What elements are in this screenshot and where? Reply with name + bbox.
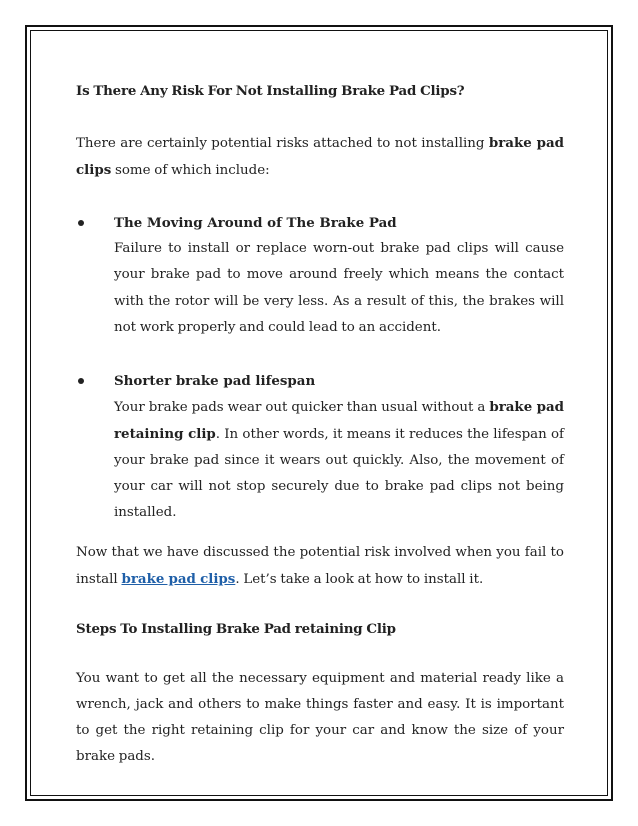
- intro-paragraph: [76, 130, 564, 184]
- list-item: [76, 210, 564, 340]
- intro-text-end: some of which include:: [111, 163, 270, 179]
- summary-text-end: . Let’s take a look at how to install it.: [235, 572, 484, 588]
- section-heading-steps: Steps To Installing Brake Pad retaining Clip: [76, 620, 396, 637]
- steps-paragraph: You want to get all the necessary equipment and material ready like a wrench, jack and others to make things faster and easy. It is important to get the right retaining clip for your car and know the size of your brake pads.: [76, 670, 564, 764]
- list-item-bold-term: brake pad retaining clip: [114, 398, 564, 442]
- list-item-body-end: . In other words, it means it reduces the lifespan of your brake pad since it wears out quickly. Also, the movement of your car will not stop securely due to brake pad clips not being installed.: [114, 426, 564, 521]
- bullet-icon: [78, 378, 84, 384]
- intro-bold-term: brake pad clips: [76, 135, 564, 179]
- list-item-title: Shorter brake pad lifespan: [114, 372, 316, 389]
- risk-list: [76, 210, 564, 526]
- list-item-body-start: Your brake pads wear out quicker than usual without a: [114, 399, 490, 415]
- list-item-title: The Moving Around of The Brake Pad: [114, 215, 397, 232]
- list-item-body: Failure to install or replace worn-out brake pad clips will cause your brake pad to move around freely which means the contact with the rotor will be very less. As a result of this, the brakes will not work properly and could lead to an accident.: [114, 241, 564, 335]
- summary-paragraph: [76, 540, 564, 593]
- summary-text-start: Now that we have discussed the potential risk involved when you fail to install: [76, 545, 564, 588]
- list-spacer: [76, 341, 564, 368]
- document-body: [76, 78, 564, 770]
- intro-text-start: There are certainly potential risks attached to not installing: [76, 136, 489, 152]
- section-heading-risks: Is There Any Risk For Not Installing Brake Pad Clips?: [76, 83, 465, 99]
- list-item-body: [114, 394, 564, 526]
- brake-pad-clips-link[interactable]: brake pad clips: [121, 571, 236, 588]
- bullet-icon: [78, 220, 84, 226]
- list-item: [76, 368, 564, 527]
